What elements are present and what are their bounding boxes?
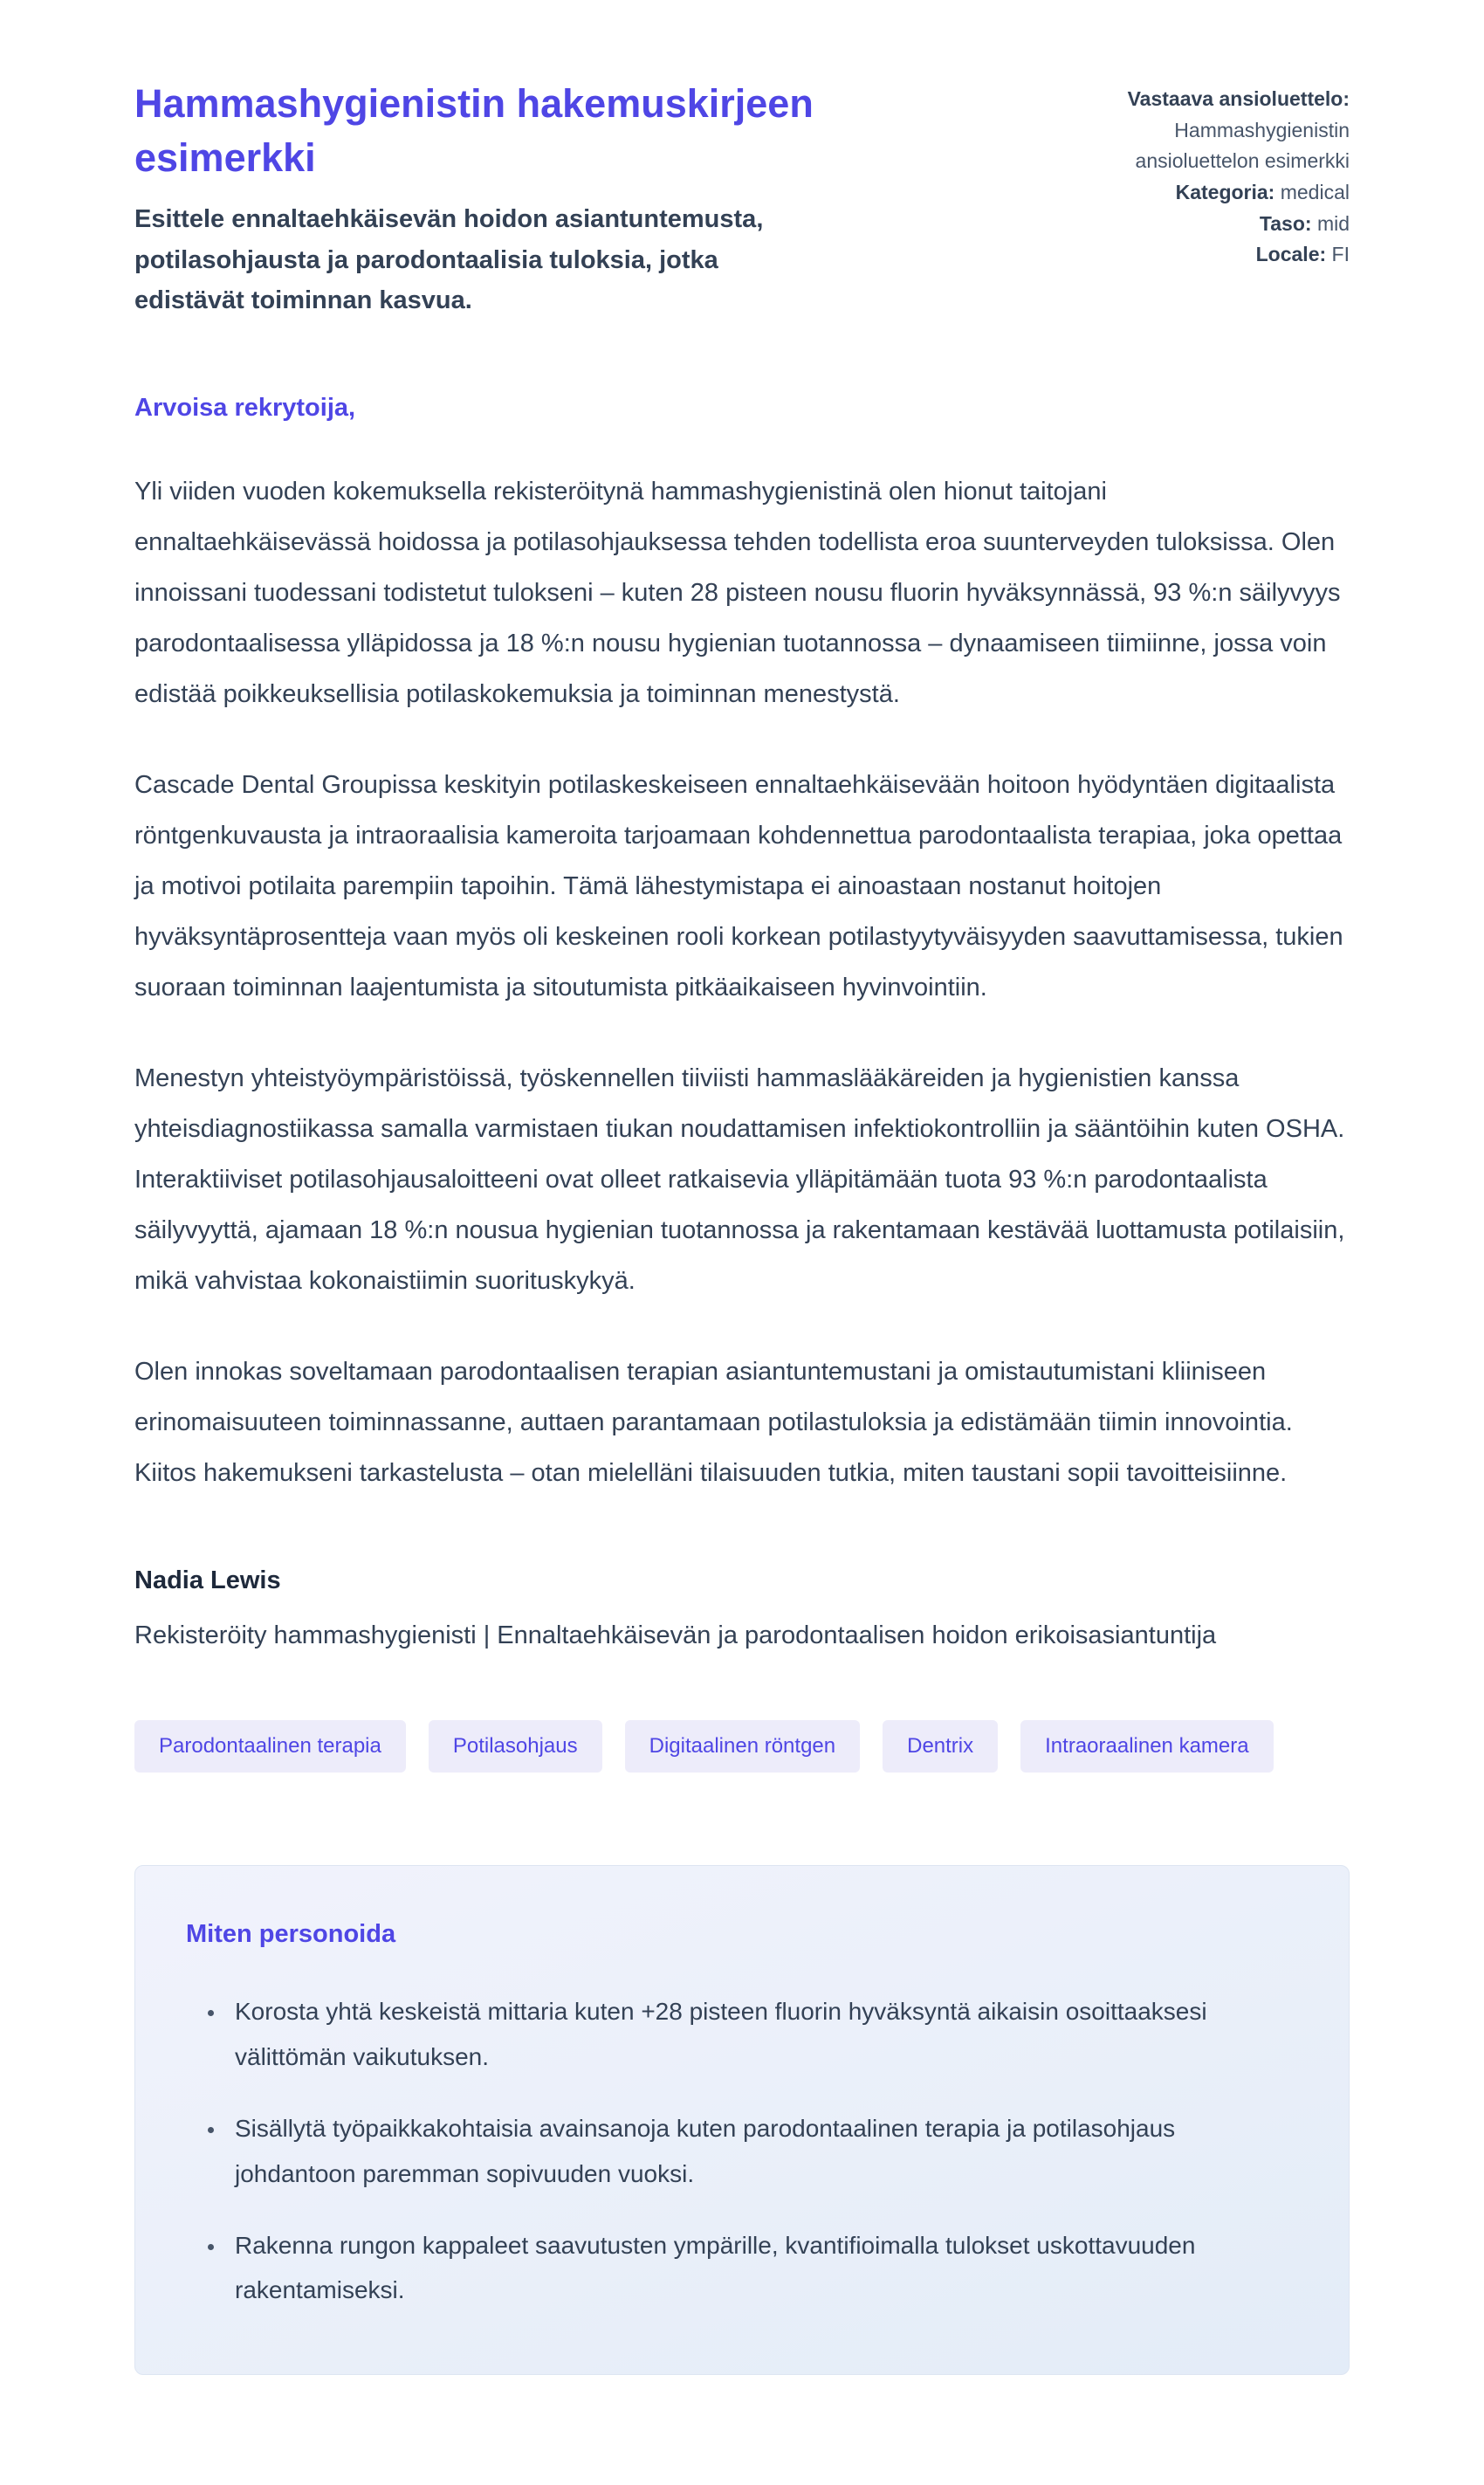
meta-locale-label: Locale: xyxy=(1255,243,1327,266)
page-title: Hammashygienistin hakemuskirjeen esimerkki xyxy=(134,81,814,181)
tip-item: • Rakenna rungon kappaleet saavutusten ympärille, kvantifioimalla tulokset uskottavuuden rakentamiseksi. xyxy=(226,2223,1298,2314)
personalize-box xyxy=(134,1865,1350,2375)
letter-paragraphs xyxy=(134,466,1350,1498)
tag-chip: Digitaalinen röntgen xyxy=(625,1720,860,1773)
letter-paragraph: Cascade Dental Groupissa keskityin potilaskeskeiseen ennaltaehkäisevään hoitoon hyödyntäen digitaalista röntgenkuvausta ja intraoraalisia kameroita tarjoamaan kohdennettua parodontaalista terapiaa, joka opettaa ja motivoi potilaita parempiin tapoihin. Tämä lähestymistapa ei ainoastaan nostanut hoitojen hyväksyntäprosentteja vaan myös oli keskeinen rooli korkean potilastyytyväisyyden saavuttamisessa, tukien suoraan toiminnan laajentumista ja sitoutumista pitkäaikaiseen hyvinvointiin. xyxy=(134,771,1343,1002)
meta-resume-label: Vastaava ansioluettelo: xyxy=(1127,87,1350,110)
meta-level-label: Taso: xyxy=(1259,211,1312,235)
signature-block xyxy=(134,1566,1350,1650)
letter-body xyxy=(134,394,1350,1650)
tip-item: • Korosta yhtä keskeistä mittaria kuten +28 pisteen fluorin hyväksyntä aikaisin osoittaaksesi välittömän vaikutuksen. xyxy=(226,1989,1298,2080)
letter-paragraph: Olen innokas soveltamaan parodontaalisen terapian asiantuntemustani ja omistautumistani kliiniseen erinomaisuuteen toiminnassanne, auttaen parantamaan potilastuloksia ja edistämään tiimin innovointia. Kiitos hakemukseni tarkastelusta – otan mielelläni tilaisuuden tutkia, miten taustani sopii tavoitteisiinne. xyxy=(134,1358,1293,1488)
tag-chip: Parodontaalinen terapia xyxy=(134,1720,406,1773)
meta-category-value: medical xyxy=(1280,180,1350,203)
meta-panel xyxy=(1061,77,1350,271)
personalize-tips xyxy=(186,1989,1298,2313)
meta-level-value: mid xyxy=(1316,211,1350,235)
letter-paragraph: Menestyn yhteistyöympäristöissä, työskennellen tiiviisti hammaslääkäreiden ja hygienistien kanssa yhteisdiagnostiikassa samalla varmistaen tiukan noudattamisen infektiokontrolliin ja sääntöihin kuten OSHA. Interaktiiviset potilasohjausaloitteeni ovat olleet ratkaisevia ylläpitämään tuota 93 %:n parodontaalista säilyvyyttä, ajamaan 18 %:n nousua hygienian tuotannossa ja rakentamaan kestävää luottamusta potilaisiin, mikä vahvistaa kokonaistiimin suorituskykyä. xyxy=(134,1064,1345,1296)
tag-chip: Intraoraalinen kamera xyxy=(1020,1720,1273,1773)
header-title-block xyxy=(134,77,1016,320)
skill-tags xyxy=(134,1720,1350,1773)
meta-locale-value: FI xyxy=(1331,243,1350,266)
tag-chip: Dentrix xyxy=(883,1720,998,1773)
page-subtitle: Esittele ennaltaehkäisevän hoidon asiantuntemusta, potilasohjausta ja parodontaalisia tuloksia, jotka edistävät toiminnan kasvua. xyxy=(134,205,764,314)
meta-resume xyxy=(1061,84,1350,177)
page-header xyxy=(134,77,1350,320)
meta-level xyxy=(1061,209,1350,240)
personalize-heading: Miten personoida xyxy=(186,1920,396,1949)
letter-greeting: Arvoisa rekrytoija, xyxy=(134,394,356,423)
letter-paragraph: Yli viiden vuoden kokemuksella rekisteröitynä hammashygienistinä olen hionut taitojani ennaltaehkäisevässä hoidossa ja potilasohjauksessa tehden todellista eroa suunterveyden tuloksissa. Olen innoissani tuodessani todistetut tulokseni – kuten 28 pisteen nousu fluorin hyväksynnässä, 93 %:n säilyvyys parodontaalisessa ylläpidossa ja 18 %:n nousu hygienian tuotannossa – dynaamiseen tiimiinne, jossa voin edistää poikkeuksellisia potilaskokemuksia ja toiminnan menestystä. xyxy=(134,478,1341,709)
meta-resume-value: Hammashygienistin ansioluettelon esimerkki xyxy=(1135,118,1350,173)
tip-item: • Sisällytä työpaikkakohtaisia avainsanoja kuten parodontaalinen terapia ja potilasohjaus johdantoon paremman sopivuuden vuoksi. xyxy=(226,2106,1298,2197)
signature-name: Nadia Lewis xyxy=(134,1566,281,1595)
meta-category-label: Kategoria: xyxy=(1175,180,1275,203)
signature-title: Rekisteröity hammashygienisti | Ennaltaehkäisevän ja parodontaalisen hoidon erikoisasiantuntija xyxy=(134,1621,1217,1650)
meta-locale xyxy=(1061,239,1350,271)
tag-chip: Potilasohjaus xyxy=(429,1720,602,1773)
meta-category xyxy=(1061,177,1350,209)
